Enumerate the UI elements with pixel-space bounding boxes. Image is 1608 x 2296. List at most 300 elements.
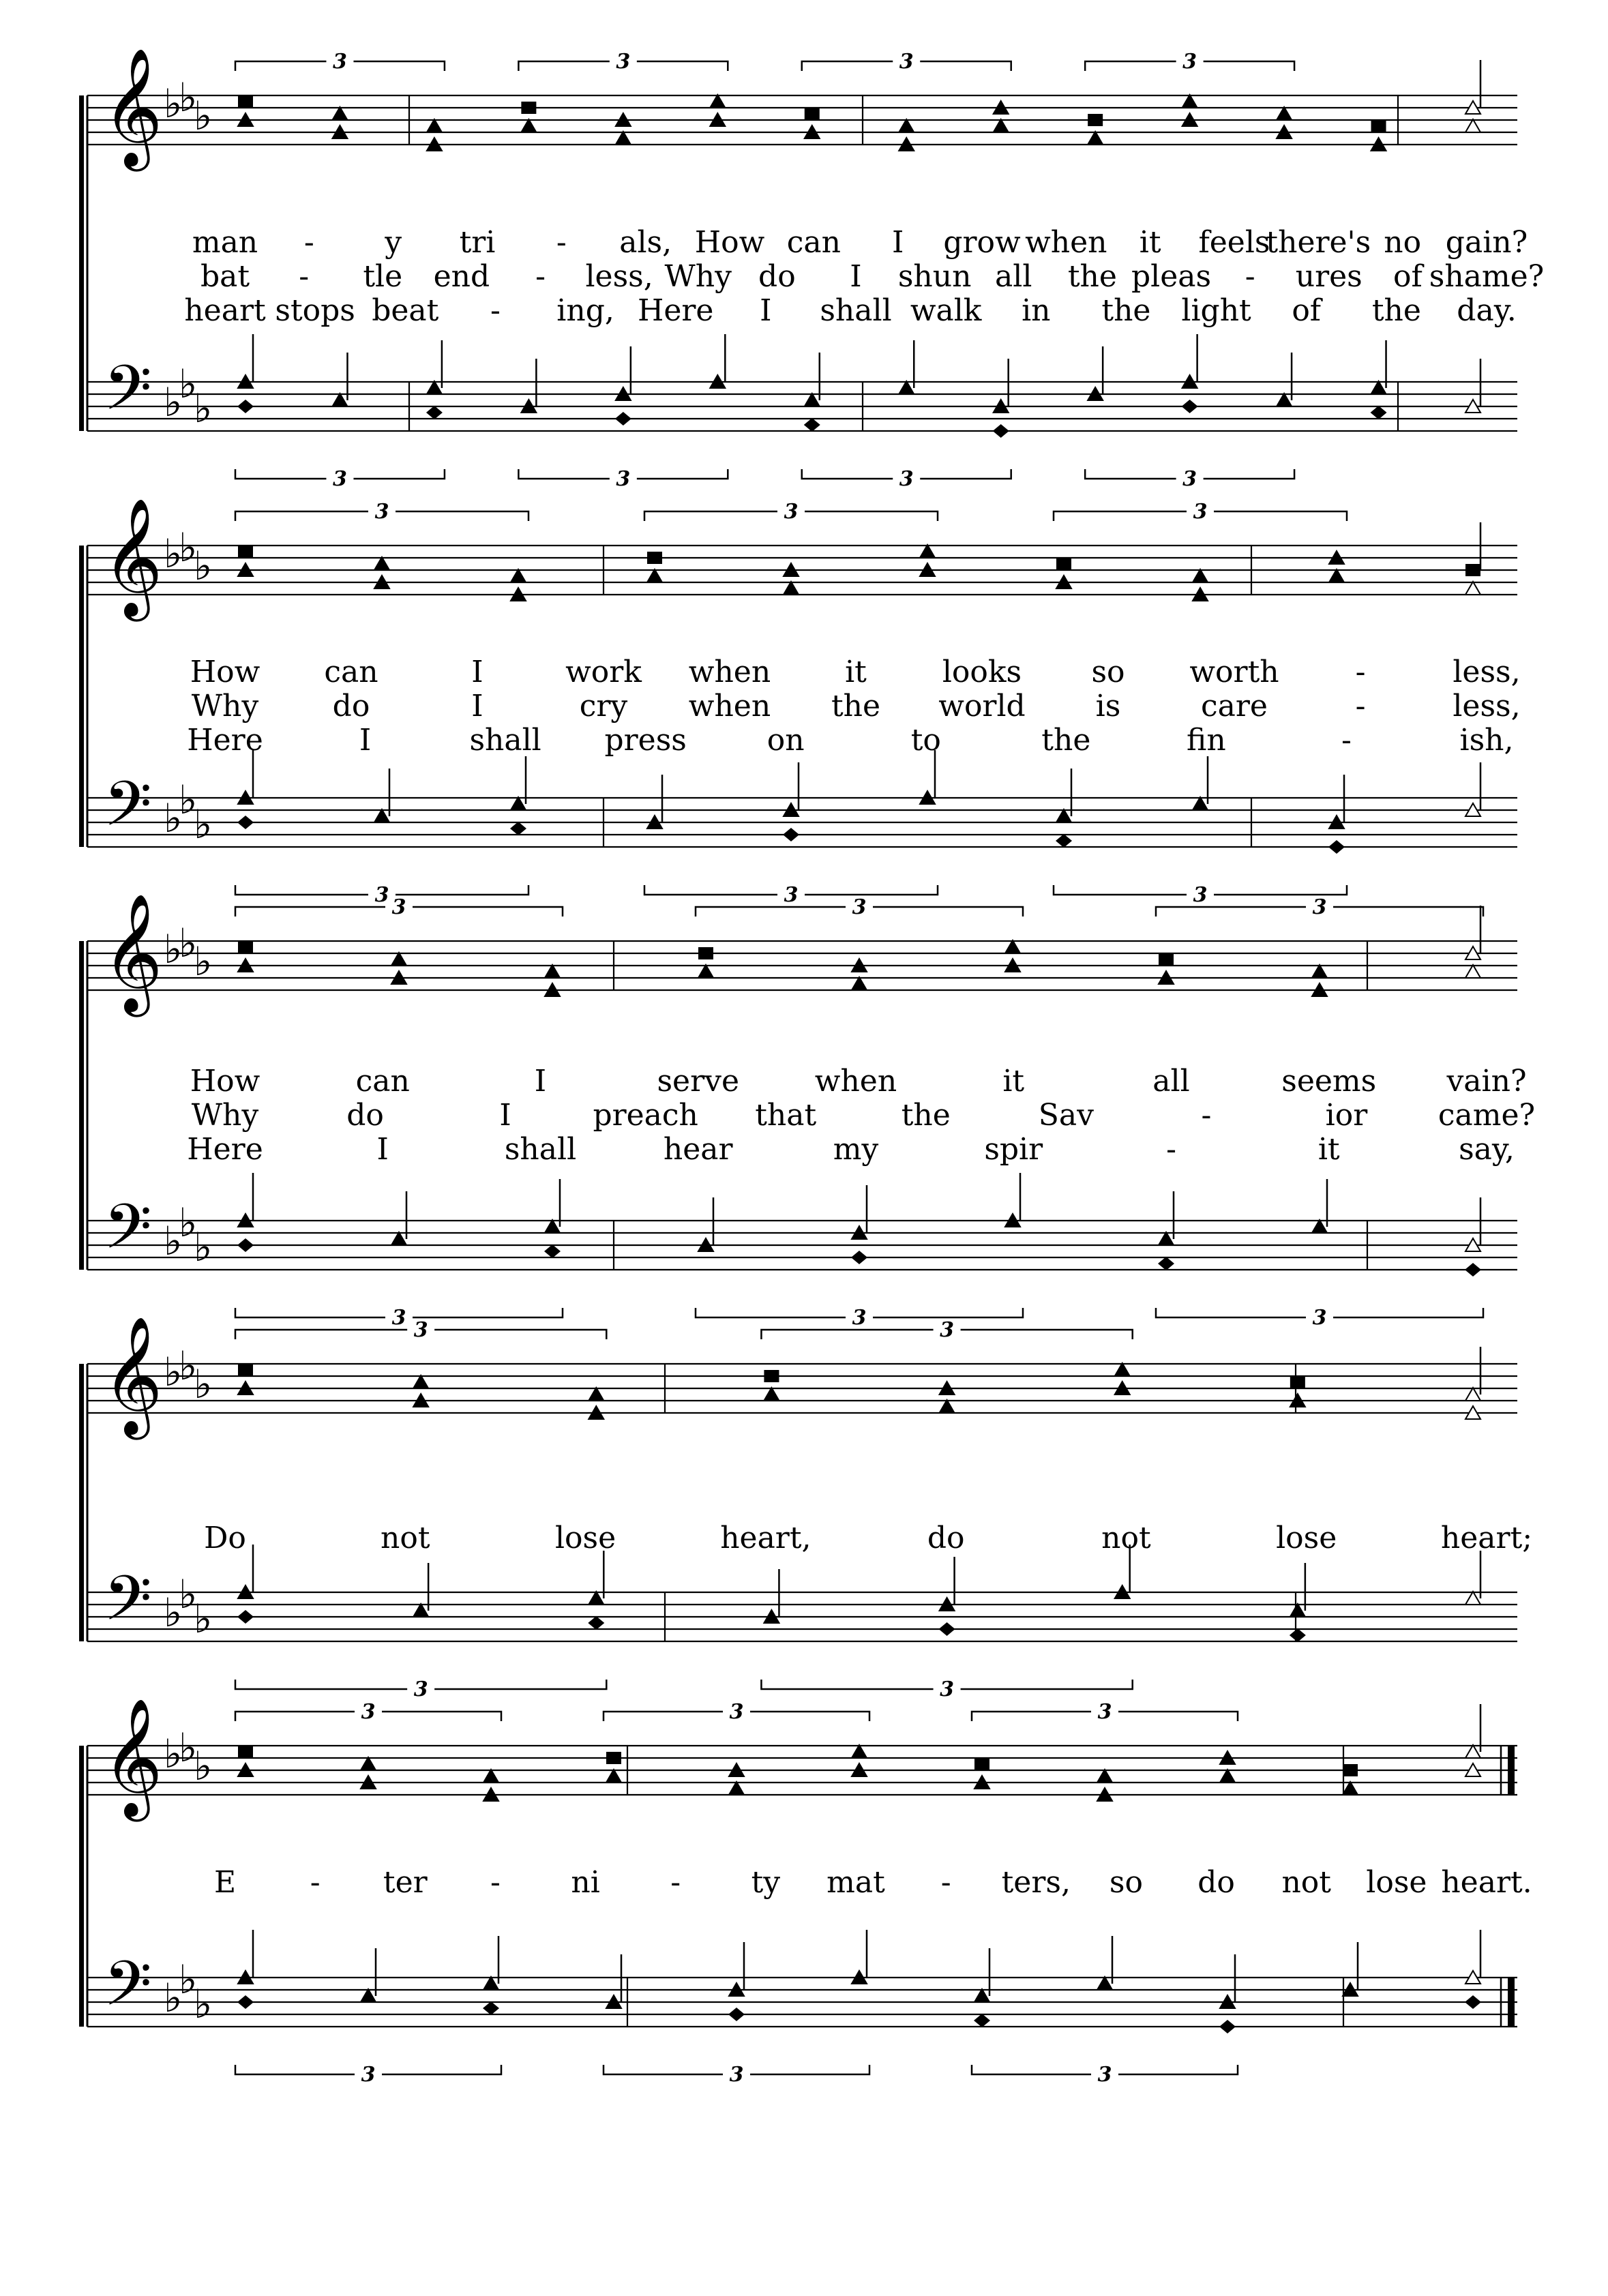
tuplet-number: 3	[391, 895, 406, 919]
treble-clef-icon: 𝄞	[102, 893, 163, 1012]
lyric-syllable: man	[192, 225, 258, 260]
note-head-square	[1371, 120, 1386, 132]
note-head-diamond	[1182, 400, 1198, 413]
note-head-triangle	[1097, 1770, 1112, 1783]
note-head-triangle	[374, 557, 389, 570]
lyric-syllable: cry	[579, 689, 628, 724]
tuplet-bracket	[644, 883, 938, 907]
flat-accidental-icon: ♭	[179, 777, 198, 823]
note-head-triangle	[606, 1770, 621, 1783]
note	[521, 359, 536, 413]
lyric-syllable: can	[786, 225, 841, 260]
note-head-triangle	[920, 545, 935, 558]
tuplet-number: 3	[784, 500, 799, 524]
note-head-triangle	[1465, 582, 1480, 595]
bass-staff	[87, 1173, 1517, 1330]
system-5	[79, 1698, 1532, 2087]
note	[238, 546, 253, 558]
note	[920, 750, 935, 804]
note	[783, 828, 799, 841]
note-head-triangle	[483, 1770, 498, 1783]
note	[589, 1551, 604, 1605]
flat-accidental-icon: ♭	[164, 1218, 183, 1264]
note	[1056, 558, 1071, 570]
treble-clef-icon: 𝄞	[102, 48, 163, 166]
note	[1088, 346, 1103, 400]
note-head-triangle	[1159, 1232, 1174, 1245]
tuplet-number: 3	[1193, 500, 1208, 524]
tuplet-bracket	[235, 1318, 606, 1342]
tuplet-number: 3	[333, 467, 347, 491]
tuplet-number: 3	[1097, 1700, 1112, 1724]
lyric-syllable: Do	[204, 1521, 246, 1555]
note	[238, 334, 253, 388]
note	[899, 340, 914, 394]
note	[1193, 756, 1208, 810]
lyric-syllable: I	[850, 259, 862, 294]
lyric-syllable: day.	[1457, 293, 1517, 328]
note-head-diamond	[851, 1251, 867, 1264]
system-bracket	[79, 95, 84, 431]
note	[1465, 965, 1480, 978]
note	[698, 1197, 713, 1251]
treble-clef-icon: 𝄞	[102, 498, 163, 616]
lyric-syllable: of	[1393, 259, 1423, 294]
final-barline-thick	[1508, 1746, 1515, 1795]
lyric-syllable: -	[1201, 1098, 1212, 1133]
bass-staff	[87, 750, 1517, 907]
tuplet-bracket	[235, 467, 445, 491]
tuplet-number: 3	[899, 467, 914, 491]
note	[974, 1948, 989, 2002]
note	[511, 756, 526, 810]
lyric-syllable: preach	[593, 1098, 698, 1133]
tuplet-bracket	[972, 1700, 1238, 1724]
note	[939, 1622, 955, 1636]
lyric-syllable: it	[845, 655, 867, 689]
lyric-syllable: do	[758, 259, 796, 294]
lyric-line-3	[184, 293, 1516, 328]
note-head-triangle	[1193, 797, 1208, 810]
lyric-syllable: y	[385, 225, 402, 260]
note-head-triangle	[361, 1989, 376, 2002]
note-head-diamond	[804, 418, 820, 432]
note	[1158, 1257, 1174, 1270]
note	[427, 340, 442, 394]
tuplet-number: 3	[374, 500, 389, 524]
system-1	[79, 48, 1544, 491]
system-2	[79, 498, 1521, 907]
note	[710, 95, 725, 108]
bass-clef-icon: 𝄢	[104, 1562, 152, 1650]
note	[589, 1388, 604, 1401]
note	[1328, 840, 1345, 854]
note-head-triangle	[361, 1757, 376, 1770]
note	[974, 1758, 989, 1770]
note	[1097, 1770, 1112, 1783]
lyric-syllable: care	[1201, 689, 1268, 724]
note-head-square	[805, 108, 820, 120]
lyric-syllable: mat	[827, 1865, 885, 1900]
note	[1465, 1704, 1480, 1758]
note	[1465, 582, 1480, 595]
note-head-triangle	[1277, 393, 1292, 406]
lyric-syllable: gain?	[1445, 225, 1528, 260]
lyric-syllable: I	[471, 689, 483, 724]
tuplet-bracket	[696, 1306, 1023, 1330]
note	[993, 424, 1009, 438]
tuplet-bracket	[972, 2063, 1238, 2087]
lyric-syllable: ter	[383, 1865, 428, 1900]
lyric-syllable: -	[1245, 259, 1255, 294]
lyric-syllable: -	[535, 259, 546, 294]
note-head-triangle	[729, 1782, 744, 1795]
note	[521, 119, 536, 132]
lyric-syllable: seems	[1281, 1064, 1377, 1099]
tuplet-bracket	[1054, 500, 1347, 524]
note-head-triangle	[545, 1220, 560, 1233]
lyric-syllable: ing,	[556, 293, 614, 328]
note	[729, 1942, 744, 1996]
lyric-syllable: on	[766, 723, 805, 758]
note-head-triangle	[1465, 965, 1480, 978]
note	[1220, 1954, 1235, 2008]
note-head-diamond	[544, 1244, 561, 1258]
lyric-line-2	[192, 1098, 1535, 1133]
note-head-triangle	[1277, 107, 1292, 120]
tuplet-number: 3	[413, 1678, 428, 1701]
tuplet-number: 3	[729, 1700, 744, 1724]
note	[852, 1745, 867, 1758]
note	[1159, 953, 1174, 966]
flat-accidental-icon: ♭	[164, 531, 183, 577]
bass-clef-icon: 𝄢	[104, 352, 152, 439]
note	[1182, 95, 1197, 108]
lyric-syllable: it	[1317, 1132, 1340, 1167]
note-head-triangle	[1312, 1220, 1327, 1233]
tuplet-number: 3	[784, 883, 799, 907]
note-head-triangle	[852, 977, 867, 990]
lyric-syllable: shun	[897, 259, 972, 294]
tuplet-number: 3	[1312, 895, 1327, 919]
note-head-square	[764, 1370, 779, 1382]
note	[588, 1616, 604, 1630]
note-head-square	[1343, 1764, 1358, 1776]
note	[1465, 1551, 1480, 1605]
lyric-syllable: beat	[372, 293, 439, 328]
note	[1159, 1191, 1174, 1245]
lyric-syllable: do	[927, 1521, 965, 1555]
note	[728, 2008, 745, 2021]
note	[413, 1375, 428, 1388]
lyric-syllable: hear	[663, 1132, 733, 1167]
note-head-triangle	[1115, 1363, 1130, 1376]
lyric-syllable: feels	[1198, 225, 1270, 260]
tuplet-bracket	[518, 467, 728, 491]
tuplet-bracket	[604, 1700, 869, 1724]
note-head-diamond	[1371, 406, 1387, 419]
note	[413, 1563, 428, 1617]
lyric-syllable: lose	[1276, 1521, 1337, 1555]
flat-accidental-icon: ♭	[194, 385, 213, 432]
note	[698, 965, 713, 978]
treble-staff	[87, 1698, 1517, 1822]
note	[606, 1752, 621, 1764]
lyric-syllable: light	[1181, 293, 1251, 328]
treble-staff	[87, 48, 1517, 172]
lyric-syllable: do	[1197, 1865, 1235, 1900]
note-head-triangle	[698, 965, 713, 978]
tuplet-bracket	[235, 1700, 501, 1724]
note	[1290, 1376, 1305, 1388]
flat-accidental-icon: ♭	[194, 93, 213, 139]
lyric-syllable: Why	[191, 1098, 259, 1133]
note	[1343, 1764, 1358, 1776]
lyric-syllable: the	[1041, 723, 1091, 758]
note	[784, 582, 799, 595]
note-head-triangle	[899, 381, 914, 394]
lyric-syllable: it	[1002, 1064, 1025, 1099]
flat-accidental-icon: ♭	[164, 80, 183, 127]
lyric-syllable: to	[910, 723, 941, 758]
note	[940, 1400, 955, 1413]
note-head-triangle	[332, 107, 347, 120]
lyric-syllable: there's	[1266, 225, 1371, 260]
tuplet-number: 3	[729, 2063, 744, 2087]
note	[545, 965, 560, 978]
note	[1277, 107, 1292, 120]
note-head-diamond	[237, 400, 254, 413]
note-head-diamond	[237, 1610, 254, 1624]
note-head-triangle	[784, 582, 799, 595]
note-head-triangle	[1005, 940, 1020, 953]
note	[238, 1173, 253, 1227]
note-head-diamond	[728, 2008, 745, 2021]
note	[698, 947, 713, 959]
lyric-line-1	[214, 1865, 1532, 1900]
note	[920, 545, 935, 558]
note	[1277, 353, 1292, 406]
lyric-line-3	[187, 723, 1513, 758]
note	[426, 406, 443, 419]
note	[1312, 965, 1327, 978]
tuplet-bracket	[235, 895, 563, 919]
flat-accidental-icon: ♭	[194, 1596, 213, 1642]
lyric-syllable: the	[831, 689, 881, 724]
note	[1219, 2020, 1236, 2033]
tuplet-number: 3	[940, 1678, 955, 1701]
note	[1182, 400, 1198, 413]
note-head-square	[1088, 114, 1103, 126]
system-bracket	[79, 941, 84, 1270]
flat-accidental-icon: ♭	[179, 74, 198, 121]
lyric-syllable: is	[1095, 689, 1121, 724]
note-head-square	[974, 1758, 989, 1770]
lyric-line-1	[190, 1064, 1527, 1099]
lyric-syllable: I	[499, 1098, 511, 1133]
tuplet-bracket	[1085, 50, 1294, 74]
lyric-syllable: can	[324, 655, 378, 689]
tuplet-number: 3	[1182, 50, 1197, 74]
lyric-syllable: ior	[1325, 1098, 1368, 1133]
tuplet-bracket	[235, 50, 445, 74]
lyric-syllable: can	[355, 1064, 410, 1099]
note-head-square	[238, 1364, 253, 1376]
note-head-square	[521, 102, 536, 114]
flat-accidental-icon: ♭	[179, 361, 198, 407]
note-head-triangle	[391, 1232, 406, 1245]
tuplet-bracket	[761, 1318, 1132, 1342]
note	[1182, 334, 1197, 388]
note-head-triangle	[545, 965, 560, 978]
note-head-triangle	[1343, 1782, 1358, 1795]
note	[238, 95, 253, 108]
lyric-syllable: tri	[459, 225, 496, 260]
note	[940, 1557, 955, 1611]
note	[332, 107, 347, 120]
note-head-triangle	[974, 1989, 989, 2002]
bass-clef-icon: 𝄢	[104, 1191, 152, 1278]
flat-accidental-icon: ♭	[194, 543, 213, 589]
lyric-syllable: ish,	[1459, 723, 1514, 758]
tuplet-number: 3	[1193, 883, 1208, 907]
note	[238, 941, 253, 953]
lyric-syllable: less,	[1453, 655, 1521, 689]
note	[994, 119, 1009, 132]
lyric-syllable: world	[938, 689, 1026, 724]
lyric-syllable: I	[760, 293, 772, 328]
note	[238, 1364, 253, 1376]
note-head-triangle	[1465, 1745, 1480, 1758]
note	[1465, 1347, 1480, 1401]
flat-accidental-icon: ♭	[194, 1361, 213, 1407]
tuplet-number: 3	[852, 895, 867, 919]
note	[805, 353, 820, 406]
lyric-syllable: How	[190, 655, 260, 689]
note	[1343, 1942, 1358, 1996]
tuplet-bracket	[761, 1678, 1132, 1701]
tuplet-bracket	[235, 1678, 606, 1701]
note-head-diamond	[426, 406, 443, 419]
note-head-diamond	[237, 1995, 254, 2009]
lyric-syllable: so	[1091, 655, 1125, 689]
note-head-triangle	[994, 119, 1009, 132]
lyric-syllable: in	[1022, 293, 1051, 328]
note	[238, 1930, 253, 1984]
lyric-syllable: fin	[1187, 723, 1226, 758]
system-bracket	[79, 1746, 84, 2027]
lyric-syllable: all	[1152, 1064, 1190, 1099]
note	[616, 346, 631, 400]
lyric-syllable: I	[891, 225, 904, 260]
flat-accidental-icon: ♭	[194, 1224, 213, 1270]
tuplet-bracket	[235, 2063, 501, 2087]
treble-staff	[87, 1316, 1517, 1440]
lyric-syllable: -	[940, 1865, 951, 1900]
note	[238, 750, 253, 804]
lyric-syllable: of	[1292, 293, 1322, 328]
bass-staff	[87, 1545, 1517, 1701]
flat-accidental-icon: ♭	[179, 1956, 198, 2003]
lyric-syllable: worth	[1189, 655, 1279, 689]
tuplet-number: 3	[361, 1700, 376, 1724]
note-head-triangle	[1056, 809, 1071, 822]
note	[237, 816, 254, 829]
lyric-syllable: spir	[984, 1132, 1043, 1167]
lyric-syllable: lose	[554, 1521, 616, 1555]
note-head-diamond	[588, 1616, 604, 1630]
lyric-syllable: less,	[1453, 689, 1521, 724]
note	[615, 412, 631, 426]
tuplet-bracket	[1156, 1306, 1483, 1330]
note	[1465, 1995, 1481, 2009]
tuplet-number: 3	[391, 1306, 406, 1330]
note	[1097, 1936, 1112, 1990]
tuplet-bracket	[235, 883, 528, 907]
note-head-triangle	[616, 132, 631, 145]
note	[647, 775, 662, 829]
bass-clef-icon: 𝄢	[104, 768, 152, 855]
note-head-diamond	[510, 822, 526, 835]
note-head-diamond	[1465, 1263, 1481, 1277]
lyric-syllable: -	[1166, 1132, 1176, 1167]
note-head-square	[698, 947, 713, 959]
note	[374, 557, 389, 570]
flat-accidental-icon: ♭	[179, 920, 198, 966]
tuplet-bracket	[1054, 883, 1347, 907]
note-head-triangle	[1182, 95, 1197, 108]
lyric-line-2	[200, 259, 1544, 294]
note-head-square	[238, 546, 253, 558]
treble-clef-icon: 𝄞	[102, 1698, 163, 1817]
note-head-triangle	[764, 1388, 779, 1401]
lyric-syllable: tle	[363, 259, 403, 294]
note-head-diamond	[237, 1238, 254, 1252]
flat-accidental-icon: ♭	[194, 938, 213, 985]
note-head-triangle	[899, 119, 914, 132]
note	[483, 1770, 498, 1783]
lyric-syllable: -	[490, 293, 501, 328]
note	[852, 1185, 867, 1239]
final-barline-thick	[1508, 1978, 1515, 2027]
note-head-diamond	[939, 1622, 955, 1636]
note	[616, 132, 631, 145]
lyric-syllable: -	[490, 1865, 501, 1900]
note	[729, 1782, 744, 1795]
lyric-syllable: when	[1025, 225, 1107, 260]
note-head-square	[606, 1752, 621, 1764]
tuplet-number: 3	[616, 50, 631, 74]
note-head-triangle	[391, 953, 406, 966]
tuplet-number: 3	[361, 2063, 376, 2087]
tuplet-number: 3	[413, 1318, 428, 1342]
note-head-triangle	[710, 95, 725, 108]
note	[1371, 340, 1386, 394]
note-head-diamond	[783, 828, 799, 841]
lyric-syllable: heart,	[720, 1521, 812, 1555]
lyric-line-2	[192, 689, 1521, 724]
note	[1465, 60, 1480, 114]
lyric-syllable: stops	[275, 293, 355, 328]
note	[238, 1746, 253, 1758]
note	[1465, 119, 1480, 132]
note-head-triangle	[483, 1977, 498, 1990]
system-bracket	[79, 546, 84, 847]
note-head-triangle	[1193, 569, 1208, 582]
lyric-syllable: say,	[1459, 1132, 1515, 1167]
note	[1290, 1563, 1305, 1617]
note-head-square	[238, 95, 253, 108]
